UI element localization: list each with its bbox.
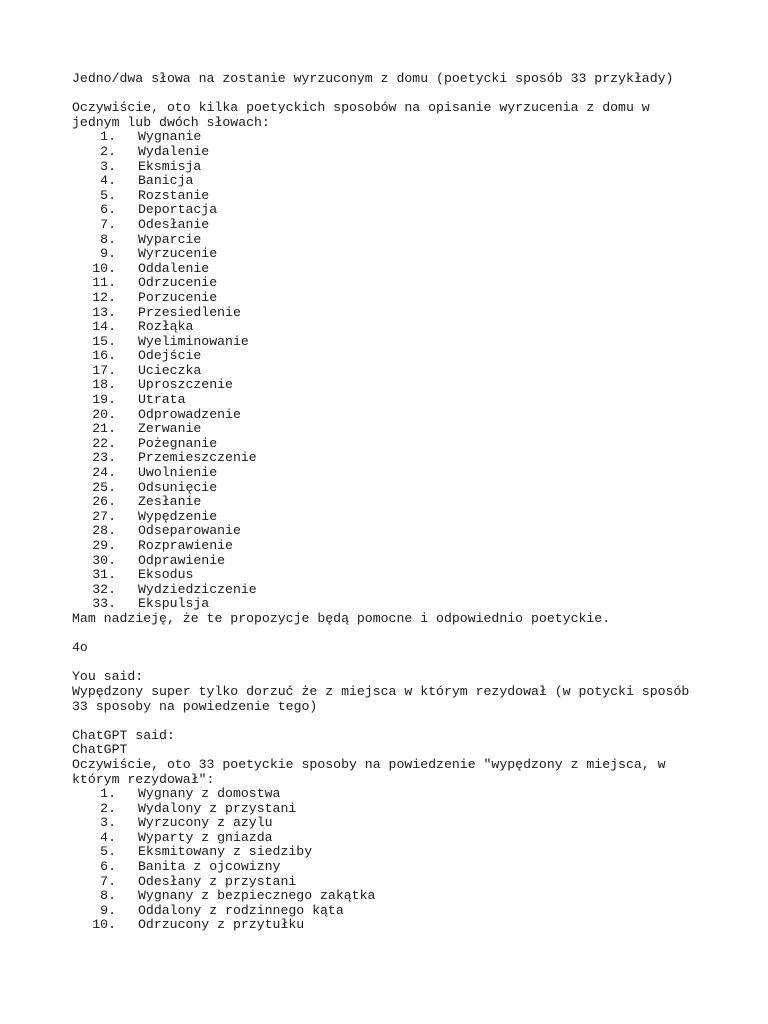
list-item-text: Odprowadzenie bbox=[138, 406, 241, 422]
blank-line bbox=[72, 656, 702, 671]
list-item-number: 31. bbox=[92, 567, 116, 583]
chatgpt-name: ChatGPT bbox=[72, 742, 128, 758]
blank-line bbox=[72, 87, 702, 102]
list-item-text: Oddalenie bbox=[138, 260, 210, 276]
list-item-number: 15. bbox=[92, 333, 116, 349]
list-item-number: 4. bbox=[100, 829, 116, 845]
list-item-text: Odrzucony z przytułku bbox=[138, 917, 305, 933]
list-item bbox=[72, 276, 702, 291]
list-item-text: Wyrzucony z azylu bbox=[138, 815, 273, 831]
list-item-number: 8. bbox=[100, 888, 116, 904]
closing-paragraph: Mam nadzieję, że te propozycje będą pomocne i odpowiednio poetyckie. bbox=[72, 610, 611, 626]
list-item-number: 21. bbox=[92, 421, 116, 437]
document-title: Jedno/dwa słowa na zostanie wyrzuconym z domu (poetycki sposób 33 przykłady) bbox=[72, 71, 674, 86]
list-item-text: Uproszczenie bbox=[138, 377, 233, 393]
user-message: Wypędzony super tylko dorzuć że z miejsca w którym rezydował (w potycki sposób 33 sposoby na powiedzenie tego) bbox=[72, 683, 698, 714]
list-item-text: Utrata bbox=[138, 392, 186, 408]
list-item-text: Przemieszczenie bbox=[138, 450, 257, 466]
list-item bbox=[72, 378, 702, 393]
list-item bbox=[72, 262, 702, 277]
list-item bbox=[72, 320, 702, 335]
list-item-number: 28. bbox=[92, 523, 116, 539]
list-item-number: 30. bbox=[92, 552, 116, 568]
list-item bbox=[72, 145, 702, 160]
list-item bbox=[72, 408, 702, 423]
list-item-text: Odejście bbox=[138, 348, 202, 364]
list-item-number: 7. bbox=[100, 873, 116, 889]
list-item-text: Deportacja bbox=[138, 202, 218, 218]
list-item-text: Odseparowanie bbox=[138, 523, 241, 539]
list-item-number: 24. bbox=[92, 465, 116, 481]
list-item-number: 22. bbox=[92, 435, 116, 451]
list-item-text: Rozłąka bbox=[138, 319, 194, 335]
list-item-text: Eksmisja bbox=[138, 158, 202, 174]
list-item-number: 9. bbox=[100, 246, 116, 262]
list-item bbox=[72, 524, 702, 539]
list-item-text: Zesłanie bbox=[138, 494, 202, 510]
list-item bbox=[72, 247, 702, 262]
list-item-number: 10. bbox=[92, 917, 116, 933]
list-item-text: Wyparcie bbox=[138, 231, 202, 247]
list-item bbox=[72, 787, 702, 802]
list-item-number: 1. bbox=[100, 786, 116, 802]
list-item-text: Oddalony z rodzinnego kąta bbox=[138, 902, 344, 918]
list-item bbox=[72, 466, 702, 481]
list-item-text: Wygnany z domostwa bbox=[138, 786, 281, 802]
list-item-text: Odesłanie bbox=[138, 216, 210, 232]
list-item-text: Ucieczka bbox=[138, 362, 202, 378]
list-item-number: 7. bbox=[100, 216, 116, 232]
list-item-text: Wyrzucenie bbox=[138, 246, 218, 262]
list-item bbox=[72, 233, 702, 248]
list-item-number: 3. bbox=[100, 158, 116, 174]
list-item-text: Wyeliminowanie bbox=[138, 333, 249, 349]
list-item bbox=[72, 568, 702, 583]
response-intro: Oczywiście, oto 33 poetyckie sposoby na powiedzenie "wypędzony z miejsca, w którym rezydował": bbox=[72, 756, 674, 787]
list-item-number: 9. bbox=[100, 902, 116, 918]
list-item-text: Porzucenie bbox=[138, 289, 218, 305]
list-item bbox=[72, 349, 702, 364]
list-item-number: 18. bbox=[92, 377, 116, 393]
list-item bbox=[72, 802, 702, 817]
list-item bbox=[72, 218, 702, 233]
list-item-number: 5. bbox=[100, 187, 116, 203]
list-item-number: 20. bbox=[92, 406, 116, 422]
document-content bbox=[72, 72, 702, 933]
list-item-text: Eksodus bbox=[138, 567, 194, 583]
list-item bbox=[72, 160, 702, 175]
list-item-text: Eksmitowany z siedziby bbox=[138, 844, 313, 860]
list-item bbox=[72, 904, 702, 919]
exiled-phrases-list bbox=[72, 787, 702, 933]
list-item-number: 5. bbox=[100, 844, 116, 860]
list-item-number: 25. bbox=[92, 479, 116, 495]
model-label: 4o bbox=[72, 640, 88, 656]
list-item-number: 10. bbox=[92, 260, 116, 276]
list-item bbox=[72, 889, 702, 904]
list-item-number: 29. bbox=[92, 538, 116, 553]
list-item-text: Odrzucenie bbox=[138, 275, 218, 291]
list-item bbox=[72, 203, 702, 218]
list-item-number: 4. bbox=[100, 173, 116, 189]
list-item-number: 33. bbox=[92, 596, 116, 612]
list-item bbox=[72, 335, 702, 350]
list-item bbox=[72, 291, 702, 306]
list-item-number: 12. bbox=[92, 289, 116, 305]
list-item-text: Uwolnienie bbox=[138, 465, 218, 481]
list-item bbox=[72, 816, 702, 831]
list-item bbox=[72, 130, 702, 145]
list-item-text: Odesłany z przystani bbox=[138, 873, 297, 889]
list-item-text: Wypędzenie bbox=[138, 508, 218, 524]
list-item bbox=[72, 174, 702, 189]
list-item-number: 8. bbox=[100, 231, 116, 247]
list-item-number: 6. bbox=[100, 859, 116, 875]
list-item-number: 32. bbox=[92, 581, 116, 597]
list-item bbox=[72, 918, 702, 933]
list-item bbox=[72, 393, 702, 408]
intro-paragraph: Oczywiście, oto kilka poetyckich sposobów na opisanie wyrzucenia z domu w jednym lub dwóch słowach: bbox=[72, 100, 658, 130]
list-item-text: Rozprawienie bbox=[138, 538, 233, 553]
list-item bbox=[72, 554, 702, 569]
list-item-text: Odprawienie bbox=[138, 552, 226, 568]
list-item-text: Rozstanie bbox=[138, 187, 210, 203]
list-item-text: Przesiedlenie bbox=[138, 304, 241, 320]
list-item-text: Wyparty z gniazda bbox=[138, 829, 273, 845]
list-item bbox=[72, 597, 702, 612]
chatgpt-said-label: ChatGPT said: bbox=[72, 727, 175, 743]
list-item-text: Ekspulsja bbox=[138, 596, 210, 612]
list-item-number: 17. bbox=[92, 362, 116, 378]
list-item-number: 2. bbox=[100, 143, 116, 159]
list-item-number: 13. bbox=[92, 304, 116, 320]
list-item bbox=[72, 451, 702, 466]
list-item-number: 19. bbox=[92, 392, 116, 408]
list-item-number: 16. bbox=[92, 348, 116, 364]
list-item bbox=[72, 437, 702, 452]
list-item bbox=[72, 860, 702, 875]
list-item bbox=[72, 481, 702, 496]
list-item-text: Banita z ojcowizny bbox=[138, 859, 281, 875]
list-item-text: Pożegnanie bbox=[138, 435, 218, 451]
you-said-label: You said: bbox=[72, 669, 144, 685]
list-item-number: 11. bbox=[92, 275, 116, 291]
list-item bbox=[72, 495, 702, 510]
list-item-number: 6. bbox=[100, 202, 116, 218]
list-item-number: 27. bbox=[92, 508, 116, 524]
list-item bbox=[72, 364, 702, 379]
blank-line bbox=[72, 714, 702, 729]
list-item-number: 3. bbox=[100, 815, 116, 831]
list-item-number: 26. bbox=[92, 494, 116, 510]
exile-words-list bbox=[72, 130, 702, 612]
list-item-text: Banicja bbox=[138, 173, 194, 189]
list-item-text: Wydziedziczenie bbox=[138, 581, 257, 597]
list-item-text: Wygnanie bbox=[138, 129, 202, 145]
list-item-number: 14. bbox=[92, 319, 116, 335]
list-item-text: Zerwanie bbox=[138, 421, 202, 437]
list-item bbox=[72, 845, 702, 860]
list-item-text: Odsunięcie bbox=[138, 479, 218, 495]
list-item-text: Wydalenie bbox=[138, 143, 210, 159]
list-item-text: Wygnany z bezpiecznego zakątka bbox=[138, 888, 376, 904]
list-item-text: Wydalony z przystani bbox=[138, 800, 297, 816]
list-item bbox=[72, 583, 702, 598]
list-item bbox=[72, 422, 702, 437]
list-item bbox=[72, 510, 702, 525]
list-item bbox=[72, 831, 702, 846]
blank-line bbox=[72, 627, 702, 642]
list-item-number: 1. bbox=[100, 129, 116, 145]
list-item bbox=[72, 875, 702, 890]
list-item bbox=[72, 306, 702, 321]
list-item bbox=[72, 189, 702, 204]
list-item bbox=[72, 539, 702, 554]
list-item-number: 2. bbox=[100, 800, 116, 816]
list-item-number: 23. bbox=[92, 450, 116, 466]
